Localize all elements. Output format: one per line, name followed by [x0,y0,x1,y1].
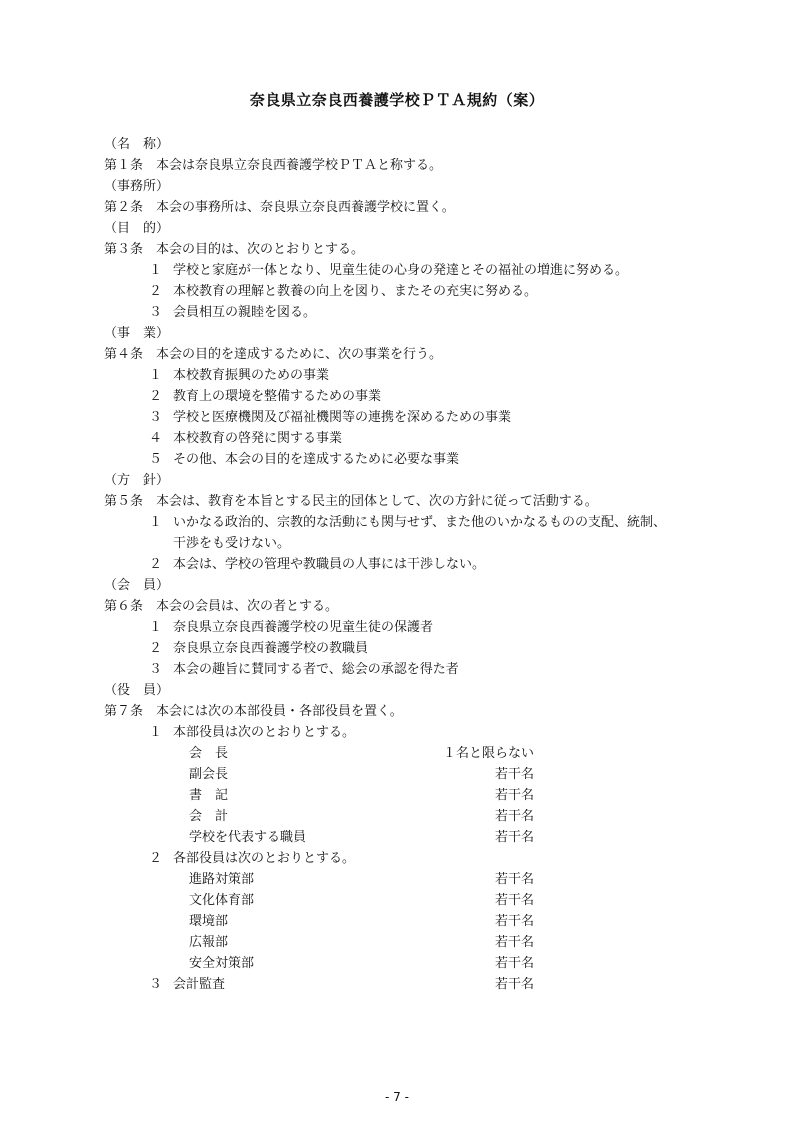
item-text: 本会は、学校の管理や教職員の人事には干渉しない。 [173,557,486,572]
item-number: ２ [149,284,163,299]
role-count: 若干名 [494,872,534,887]
role-name: 書 記 [189,788,229,803]
role-name: 進路対策部 [189,872,255,887]
section-heading: （役 員） [104,683,170,698]
role-count: 若干名 [494,935,534,950]
item-number: ３ [149,410,163,425]
section-heading: （会 員） [104,578,170,593]
role-count: 若干名 [494,767,534,782]
role-name: 学校を代表する職員 [189,830,307,845]
role-row [104,827,744,848]
article-text: 第７条 本会には次の本部役員・各部役員を置く。 [104,704,403,719]
list-item [104,407,744,428]
item-text: 本校教育振興のための事業 [173,368,330,383]
list-item [104,659,744,680]
role-count: 若干名 [494,788,534,803]
item-number: ４ [149,431,163,446]
item-number: ２ [149,389,163,404]
item-text: 学校と家庭が一体となり、児童生徒の心身の発達とその福祉の増進に努める。 [173,263,629,278]
role-name: 安全対策部 [189,956,255,971]
item-number: １ [149,725,163,740]
role-row [104,806,744,827]
role-count: 若干名 [494,956,534,971]
item-number: ２ [149,851,163,866]
role-row [104,890,744,911]
item-number: １ [149,620,163,635]
role-row [104,743,744,764]
item-text: 干渉をも受けない。 [173,536,291,551]
list-item [104,281,744,302]
item-number: １ [149,515,163,530]
item-text: その他、本会の目的を達成するために必要な事業 [173,452,460,467]
item-text: 本会の趣旨に賛同する者で、総会の承認を得た者 [173,662,459,677]
section-heading: （方 針） [104,473,170,488]
item-number: ３ [149,977,163,992]
list-item [104,722,744,743]
article-text: 第３条 本会の目的は、次のとおりとする。 [104,242,365,257]
item-text: 各部役員は次のとおりとする。 [173,851,356,866]
article-text: 第１条 本会は奈良県立奈良西養護学校ＰＴＡと称する。 [104,158,443,173]
list-item [104,449,744,470]
list-item [104,617,744,638]
section-heading: （事 業） [104,326,170,341]
section-heading: （目 的） [104,221,170,236]
item-text: 本校教育の理解と教養の向上を図り、またその充実に努める。 [173,284,538,299]
list-item [104,386,744,407]
role-row [104,764,744,785]
role-name: 会 計 [189,809,229,824]
role-count: １名と限らない [442,746,534,761]
item-number: １ [149,368,163,383]
item-text: 会員相互の親睦を図る。 [173,305,317,320]
role-row [104,785,744,806]
list-item [104,638,744,659]
list-item [104,302,744,323]
item-number: ２ [149,557,163,572]
role-row [104,869,744,890]
role-count: 若干名 [494,914,534,929]
list-item [104,848,744,869]
role-name: 会 長 [189,746,229,761]
regulation-body [104,134,744,995]
item-continuation [104,533,744,554]
item-number: ５ [149,452,163,467]
item-text: 奈良県立奈良西養護学校の児童生徒の保護者 [173,620,434,635]
item-text: いかなる政治的、宗教的な活動にも関与せず、また他のいかなるものの支配、統制、 [173,515,666,530]
role-count: 若干名 [494,977,534,992]
list-item [104,428,744,449]
role-name: 副会長 [189,767,229,782]
article-text: 第５条 本会は、教育を本旨とする民主的団体として、次の方針に従って活動する。 [104,494,598,509]
item-text: 本部役員は次のとおりとする。 [173,725,356,740]
item-number: １ [149,263,163,278]
page-number: - 7 - [385,1090,409,1104]
role-name: 環境部 [189,914,229,929]
item-text: 教育上の環境を整備するための事業 [173,389,382,404]
role-row [104,932,744,953]
item-number: ３ [149,305,163,320]
list-item [104,365,744,386]
role-row [104,911,744,932]
role-name: 広報部 [189,935,229,950]
section-heading: （事務所） [104,179,170,194]
article-text: 第６条 本会の会員は、次の者とする。 [104,599,339,614]
list-item [104,260,744,281]
document-title: 奈良県立奈良西養護学校ＰＴＡ規約（案） [249,91,545,109]
list-item [104,554,744,575]
list-item [104,974,744,995]
item-text: 本校教育の啓発に関する事業 [173,431,343,446]
item-number: ３ [149,662,163,677]
list-item [104,512,744,533]
article-text: 第２条 本会の事務所は、奈良県立奈良西養護学校に置く。 [104,200,455,215]
item-text: 学校と医療機関及び福祉機関等の連携を深めるための事業 [173,410,512,425]
role-name: 文化体育部 [189,893,255,908]
item-text: 会計監査 [173,977,226,992]
section-heading: （名 称） [104,137,170,152]
role-count: 若干名 [494,830,534,845]
role-row [104,953,744,974]
role-count: 若干名 [494,809,534,824]
item-number: ２ [149,641,163,656]
article-text: 第４条 本会の目的を達成するために、次の事業を行う。 [104,347,443,362]
role-count: 若干名 [494,893,534,908]
item-text: 奈良県立奈良西養護学校の教職員 [173,641,369,656]
